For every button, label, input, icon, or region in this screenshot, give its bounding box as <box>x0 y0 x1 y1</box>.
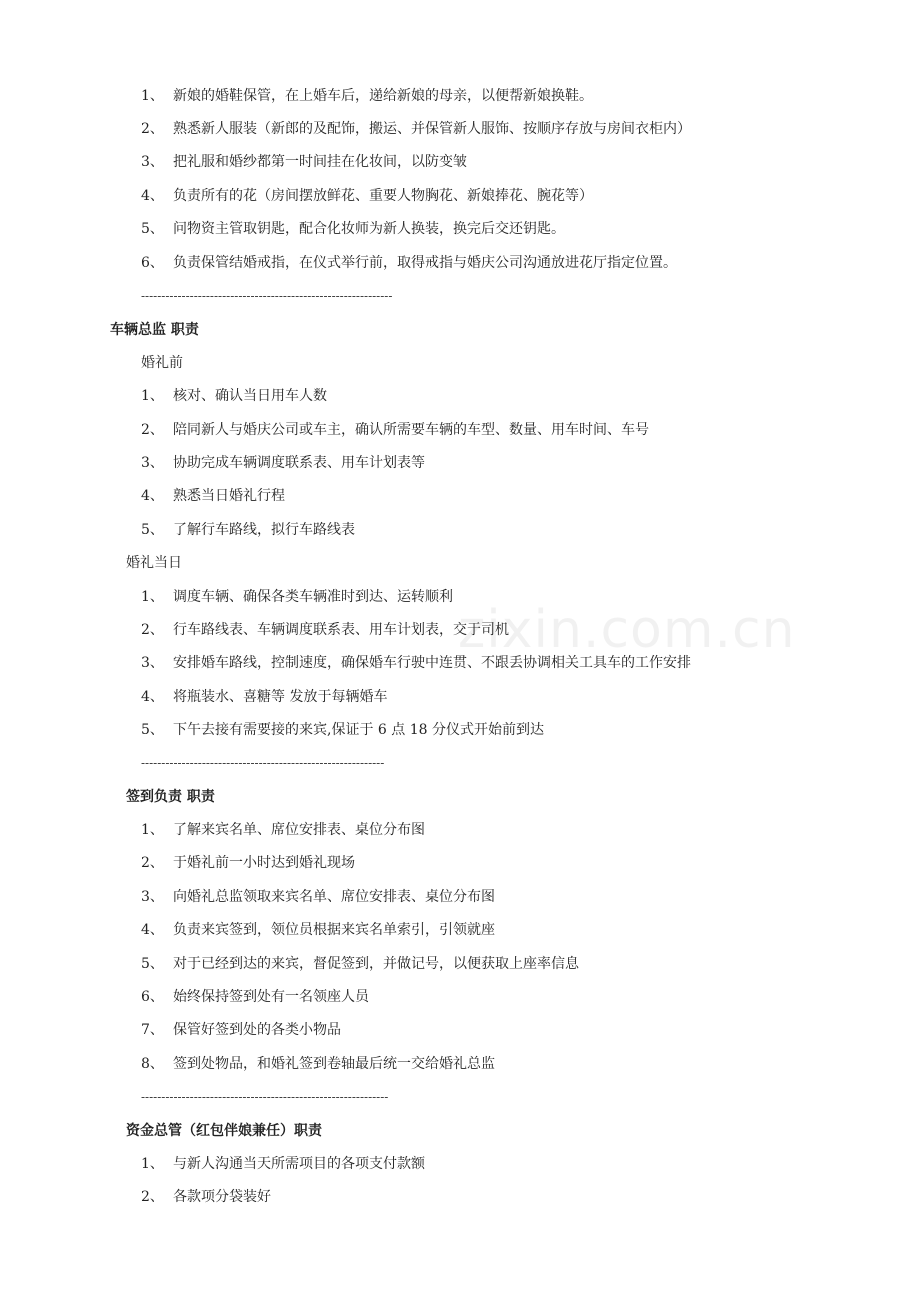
section-heading: 车辆总监 职责 <box>110 322 199 338</box>
section-heading: 签到负责 职责 <box>126 789 215 805</box>
subheading: 婚礼当日 <box>126 555 182 571</box>
section-divider: ------------------------------------------------------------- <box>141 1090 389 1104</box>
section-heading: 资金总管（红包伴娘兼任）职责 <box>126 1123 322 1139</box>
subheading: 婚礼前 <box>141 355 183 371</box>
section-divider: ------------------------------------------------------------ <box>141 756 385 770</box>
watermark: zixin.com.cn <box>458 600 796 660</box>
section-divider: -------------------------------------------------------------- <box>141 289 393 303</box>
